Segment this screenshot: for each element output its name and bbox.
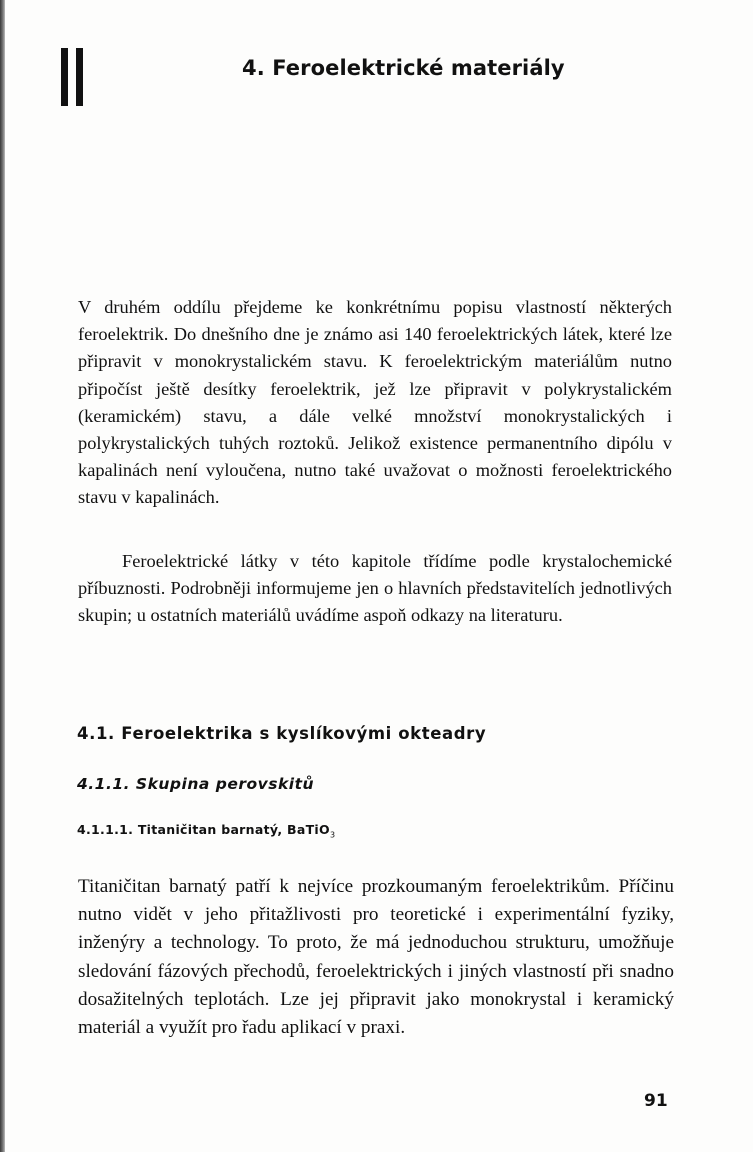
subsubsection-heading <box>77 822 335 840</box>
intro-paragraph: V druhém oddílu přejdeme ke konkrétnímu popisu vlastností některých feroelektrik. Do dnešního dne je známo asi 140 feroelektrických látek, které lze připravit v monokrystalickém stavu. K feroelektrickým materiálům nutno připočíst ještě desítky feroelektrik, jež lze připravit v polykrystalickém (keramickém) stavu, a dále velké množství monokrystalických i polykrystalických tuhých roztoků. Jelikož existence permanentního dipólu v kapalinách není vyloučena, nutno také uvažovat o možnosti feroelektrického stavu v kapalinách. <box>78 297 672 508</box>
chapter-title: 4. Feroelektrické materiály <box>242 56 565 80</box>
page-number: 91 <box>644 1091 668 1111</box>
classification-paragraph: Feroelektrické látky v této kapitole třídíme podle krystalochemické příbuznosti. Podrobněji informujeme jen o hlavních představitelích jednotlivých skupin; u ostatních materiálů uvádíme aspoň odkazy na literaturu. <box>78 551 672 626</box>
part-marker <box>61 48 85 106</box>
part-marker-bar <box>61 48 68 106</box>
formula-subscript: 3 <box>329 830 336 840</box>
batio3-paragraph: Titaničitan barnatý patří k nejvíce prozkoumaným feroelektrikům. Příčinu nutno vidět v jeho přitažlivosti pro teoretické i experimentální fyziky, inženýry a technology. To proto, že má jednoduchou strukturu, umožňuje sledování fázových přechodů, feroelektrických i jiných vlastností při snadno dosažitelných teplotách. Lze jej připravit jako monokrystal i keramický materiál a využít pro řadu aplikací v praxi. <box>78 876 674 1039</box>
subsection-heading: 4.1.1. Skupina perovskitů <box>77 775 315 793</box>
subsubsection-heading-text: 4.1.1.1. Titaničitan barnatý, BaTiO <box>77 822 330 837</box>
part-marker-bar <box>76 48 83 106</box>
section-heading: 4.1. Feroelektrika s kyslíkovými okteadry <box>77 724 487 743</box>
book-spine-edge <box>0 0 5 1152</box>
